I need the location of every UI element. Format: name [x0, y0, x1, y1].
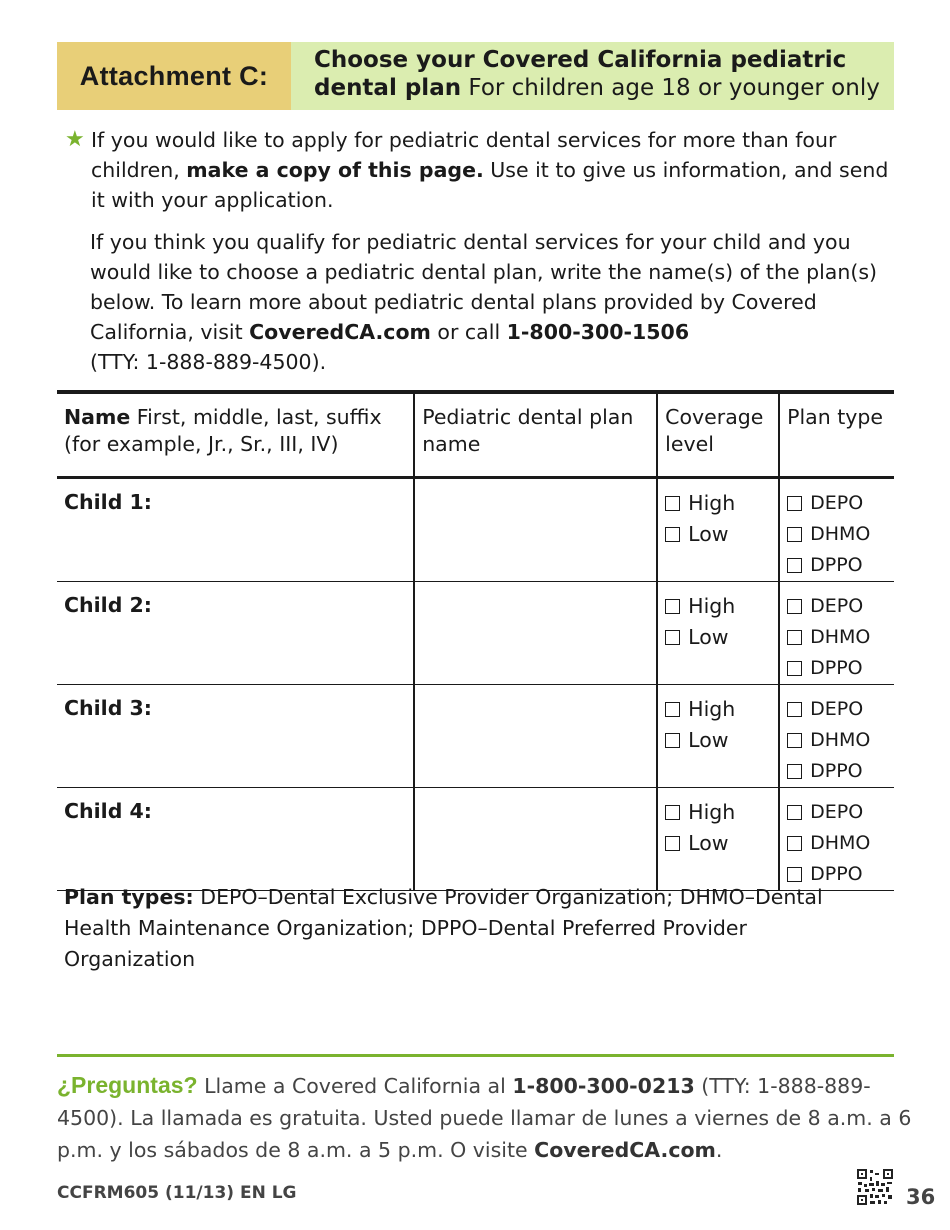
intro-p1-text: If you would like to apply for pediatric dental services for more than four children, — [91, 128, 837, 182]
coverage-option[interactable] — [665, 622, 771, 653]
checkbox-icon[interactable] — [787, 527, 802, 542]
col-header-name — [57, 392, 414, 478]
col-header-plan-name: Pediatric dental plan name — [414, 392, 657, 478]
plan-type-cell — [779, 788, 894, 891]
plan-type-option[interactable] — [787, 653, 887, 684]
coverage-option-label: High — [688, 800, 736, 824]
plan-type-option-label: DEPO — [810, 698, 864, 720]
preguntas-heading: ¿Preguntas? — [57, 1072, 198, 1098]
plan-type-cell — [779, 478, 894, 582]
child-label: Child 4: — [64, 799, 152, 823]
plan-type-option-label: DEPO — [810, 492, 864, 514]
plan-type-option[interactable] — [787, 488, 887, 519]
coverage-level-cell — [657, 685, 779, 788]
plan-type-option[interactable] — [787, 725, 887, 756]
child-name-cell[interactable] — [57, 478, 414, 582]
col-header-plan-type: Plan type — [779, 392, 894, 478]
intro-p2-phone: 1-800-300-1506 — [506, 320, 690, 344]
coverage-level-cell — [657, 788, 779, 891]
plan-type-option-label: DHMO — [810, 523, 871, 545]
checkbox-icon[interactable] — [787, 836, 802, 851]
intro-p2-text: If you think you qualify for pediatric dental services for your child and you would like to choose a pediatric dental plan, write the name(s) of the plan(s) below. To learn more about pediatric dental plans provided by Covered California, visit — [90, 230, 878, 344]
child-name-cell[interactable] — [57, 582, 414, 685]
plan-type-option-label: DPPO — [810, 554, 863, 576]
checkbox-icon[interactable] — [787, 558, 802, 573]
intro-p1-text-end: Use it to give us information, and send it with your application. — [91, 158, 889, 212]
coverage-option[interactable] — [665, 519, 771, 550]
attachment-header — [57, 42, 894, 110]
form-code: CCFRM605 (11/13) EN LG — [57, 1183, 297, 1203]
child-name-cell[interactable] — [57, 685, 414, 788]
plan-type-option-label: DHMO — [810, 832, 871, 854]
coverage-option-label: Low — [688, 625, 729, 649]
intro-paragraph-plans — [65, 227, 895, 377]
plan-type-option[interactable] — [787, 756, 887, 787]
intro-p1-bold: make a copy of this page. — [186, 158, 484, 182]
plan-type-option-label: DHMO — [810, 626, 871, 648]
plan-type-option-label: DEPO — [810, 595, 864, 617]
col-header-name-rest: First, middle, last, suffix (for example, Jr., Sr., III, IV) — [64, 405, 382, 456]
coverage-option-label: High — [688, 697, 736, 721]
plan-type-option[interactable] — [787, 519, 887, 550]
checkbox-icon[interactable] — [787, 599, 802, 614]
checkbox-icon[interactable] — [665, 599, 680, 614]
col-header-coverage: Coverage level — [657, 392, 779, 478]
checkbox-icon[interactable] — [787, 661, 802, 676]
plan-types-note-text: DEPO–Dental Exclusive Provider Organization; DHMO–Dental Health Maintenance Organization; DPPO–Dental Preferred Provider Organization — [64, 885, 823, 971]
coverage-option[interactable] — [665, 591, 771, 622]
table-header-row — [57, 392, 894, 478]
plan-name-cell[interactable] — [414, 478, 657, 582]
coverage-option[interactable] — [665, 725, 771, 756]
checkbox-icon[interactable] — [787, 702, 802, 717]
table-row — [57, 685, 894, 788]
plan-type-option[interactable] — [787, 694, 887, 725]
checkbox-icon[interactable] — [665, 527, 680, 542]
plan-name-cell[interactable] — [414, 582, 657, 685]
coverage-option[interactable] — [665, 797, 771, 828]
coverage-option[interactable] — [665, 694, 771, 725]
plan-type-option-label: DPPO — [810, 760, 863, 782]
table-body — [57, 478, 894, 891]
plan-type-cell — [779, 685, 894, 788]
table-row — [57, 582, 894, 685]
spanish-help-footer — [57, 1069, 917, 1166]
plan-type-option-label: DHMO — [810, 729, 871, 751]
plan-type-option[interactable] — [787, 550, 887, 581]
footer-text-c: . — [715, 1138, 723, 1162]
plan-name-cell[interactable] — [414, 788, 657, 891]
plan-type-option[interactable] — [787, 591, 887, 622]
checkbox-icon[interactable] — [787, 496, 802, 511]
col-header-name-bold: Name — [64, 405, 131, 429]
plan-type-option-label: DPPO — [810, 863, 863, 885]
intro-section — [65, 125, 895, 377]
coverage-level-cell — [657, 582, 779, 685]
child-label: Child 2: — [64, 593, 152, 617]
coverage-option[interactable] — [665, 488, 771, 519]
plan-type-cell — [779, 582, 894, 685]
checkbox-icon[interactable] — [665, 630, 680, 645]
coverage-option-label: Low — [688, 831, 729, 855]
table-row — [57, 788, 894, 891]
checkbox-icon[interactable] — [787, 867, 802, 882]
footer-divider — [57, 1054, 894, 1057]
coverage-option-label: High — [688, 491, 736, 515]
intro-paragraph-copy — [65, 125, 895, 215]
page-number: 36 — [906, 1185, 936, 1209]
child-name-cell[interactable] — [57, 788, 414, 891]
checkbox-icon[interactable] — [787, 764, 802, 779]
checkbox-icon[interactable] — [665, 733, 680, 748]
footer-phone: 1-800-300-0213 — [512, 1074, 695, 1098]
attachment-title-rest: For children age 18 or younger only — [461, 75, 880, 101]
coverage-option-label: High — [688, 594, 736, 618]
plan-type-option[interactable] — [787, 828, 887, 859]
footer-text-a: Llame a Covered California al — [197, 1074, 513, 1098]
table-row — [57, 478, 894, 582]
footer-site-link[interactable]: CoveredCA.com — [534, 1138, 716, 1162]
coverage-option-label: Low — [688, 728, 729, 752]
plan-type-option[interactable] — [787, 622, 887, 653]
plan-name-cell[interactable] — [414, 685, 657, 788]
coverage-option-label: Low — [688, 522, 729, 546]
intro-p2-tty: (TTY: 1-888-889-4500). — [90, 350, 327, 374]
checkbox-icon[interactable] — [787, 733, 802, 748]
child-label: Child 3: — [64, 696, 152, 720]
plan-type-option-label: DEPO — [810, 801, 864, 823]
attachment-title-bold: Choose your Covered California pediatric dental plan — [314, 47, 847, 101]
attachment-title — [291, 42, 894, 110]
star-icon: ★ — [65, 127, 85, 152]
coverage-level-cell — [657, 478, 779, 582]
checkbox-icon[interactable] — [787, 630, 802, 645]
plan-types-note-label: Plan types: — [64, 885, 194, 909]
child-label: Child 1: — [64, 490, 152, 514]
checkbox-icon[interactable] — [665, 702, 680, 717]
checkbox-icon[interactable] — [787, 805, 802, 820]
plan-type-option-label: DPPO — [810, 657, 863, 679]
plan-types-note — [64, 882, 884, 975]
qr-code-icon — [856, 1168, 894, 1206]
attachment-label: Attachment C: — [57, 42, 291, 110]
intro-p2-or: or call — [430, 320, 507, 344]
footer-text-b: (TTY: 1-888-889-4500). La llamada es gratuita. Usted puede llamar de lunes a viernes de 8 a.m. a 6 p.m. y los sábados de 8 a.m. a 5 p.m. O visite — [57, 1074, 912, 1162]
checkbox-icon[interactable] — [665, 496, 680, 511]
plan-type-option[interactable] — [787, 797, 887, 828]
checkbox-icon[interactable] — [665, 805, 680, 820]
coverage-option[interactable] — [665, 828, 771, 859]
intro-p2-site-link[interactable]: CoveredCA.com — [249, 320, 431, 344]
checkbox-icon[interactable] — [665, 836, 680, 851]
pediatric-dental-plan-table — [57, 390, 894, 891]
